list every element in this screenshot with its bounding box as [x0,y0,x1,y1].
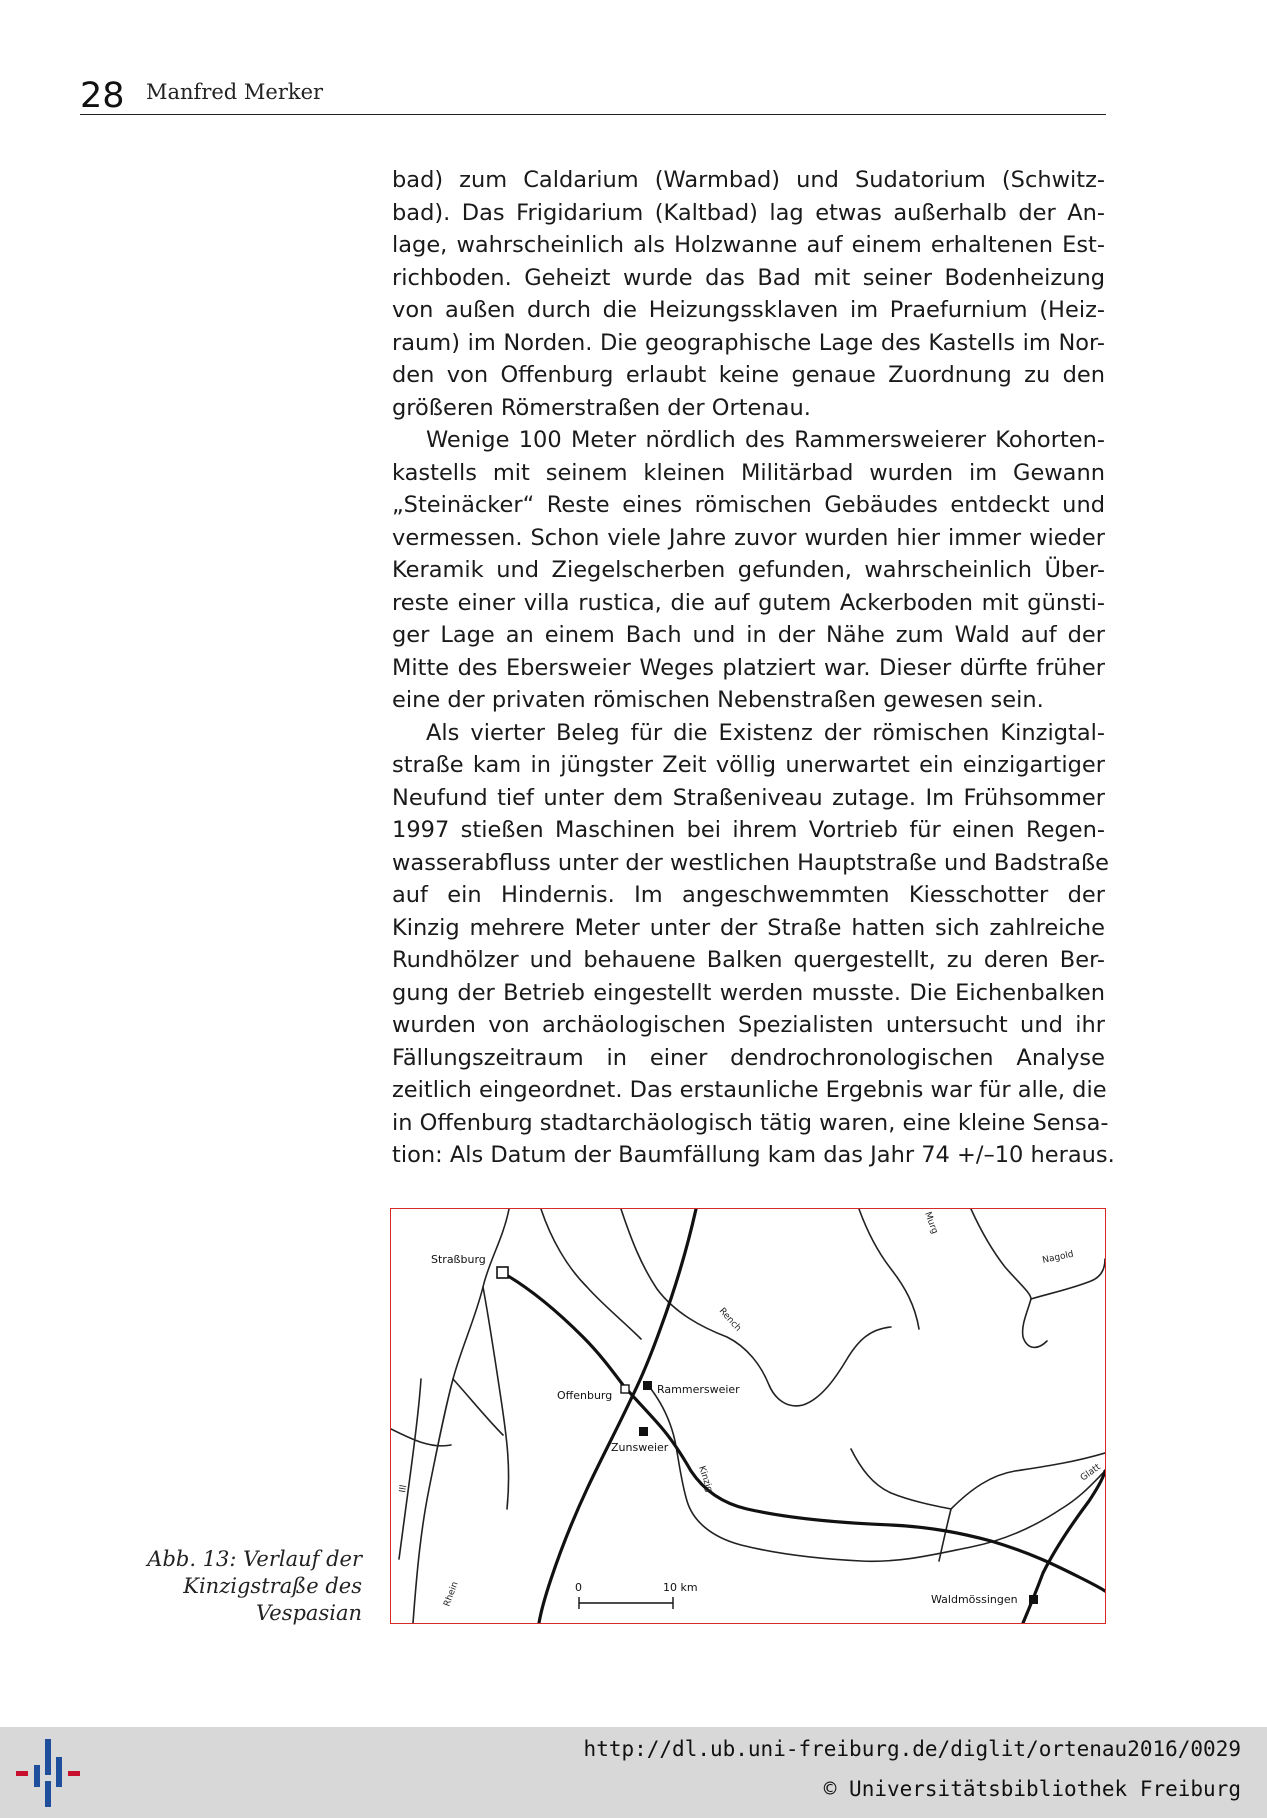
river-label-murg: Murg [922,1210,940,1236]
text-line: Als vierter Beleg für die Existenz der römischen Kinzigtal- [426,719,1105,746]
figure-caption [140,1546,362,1627]
river-murg-line [859,1209,919,1329]
text-line: gung der Betrieb eingestellt werden musste. Die Eichenbalken [392,979,1105,1006]
text-line: 1997 stießen Maschinen bei ihrem Vortrieb für einen Regen- [392,817,1105,843]
map-svg [391,1209,1105,1623]
place-label-strassburg: Straßburg [431,1253,486,1266]
place-label-rammersweier: Rammersweier [657,1383,740,1396]
text-line: bad) zum Caldarium (Warmbad) und Sudatorium (Schwitz- [392,167,1105,193]
text-line: bad). Das Frigidarium (Kaltbad) lag etwas außerhalb der An- [392,199,1105,226]
river-small-branch-2 [851,1449,951,1509]
text-line: Keramik und Ziegelscherben gefunden, wahrscheinlich Über- [392,557,1105,583]
text-line: Mitte des Ebersweier Weges platziert war. Dieser dürfte früher [392,654,1105,681]
river-label-nagold: Nagold [1041,1249,1075,1266]
text-line: auf ein Hindernis. Im angeschwemmten Kiesschotter der [392,882,1105,908]
text-line: reste einer villa rustica, die auf gutem Ackerboden mit günsti- [392,589,1105,616]
text-line: ger Lage an einem Bach und in der Nähe zum Wald auf der [392,622,1105,648]
text-line: Wenige 100 Meter nördlich des Rammersweierer Kohorten- [426,427,1105,453]
text-line: lage, wahrscheinlich als Holzwanne auf einem erhaltenen Est- [392,232,1105,258]
river-label-ill: Ill [398,1484,410,1494]
strassburg-marker [497,1267,508,1278]
river-ill-line [399,1379,421,1559]
place-label-zunsweier: Zunsweier [611,1441,669,1454]
scale-label-end: 10 km [663,1581,698,1594]
page-number: 28 [80,76,125,116]
roman-road-north-south [539,1209,696,1623]
caption-line: Kinzigstraße des [183,1574,362,1598]
text-line: eine der privaten römischen Nebenstraßen gewesen sein. [392,687,1044,713]
river-nagold-branch [1023,1299,1047,1347]
place-label-offenburg: Offenburg [557,1389,613,1402]
offenburg-marker [621,1385,629,1393]
text-line: tion: Als Datum der Baumfällung kam das Jahr 74 +/–10 heraus. [392,1142,1115,1168]
zunsweier-marker [639,1427,648,1436]
river-label-kinzig: Kinzig [696,1464,715,1494]
river-kinzig-line [651,1389,1105,1561]
river-west-branch-3 [453,1379,503,1435]
text-line: straße kam in jüngster Zeit völlig unerwartet ein einzigartiger [392,752,1105,778]
river-rench-branch [541,1209,641,1339]
caption-line: Vespasian [256,1601,362,1625]
river-label-rench: Rench [716,1306,743,1334]
text-line: von außen durch die Heizungssklaven im Praefurnium (Heiz- [392,297,1105,323]
text-line: richboden. Geheizt wurde das Bad mit seiner Bodenheizung [392,264,1105,291]
footer-copyright: © Universitätsbibliothek Freiburg [823,1777,1241,1801]
river-west-branch [483,1287,509,1509]
caption-line: Abb. 13: Verlauf der [147,1547,362,1571]
river-west-branch-2 [391,1429,451,1446]
text-line: kastells mit seinem kleinen Militärbad wurden im Gewann [392,459,1105,486]
text-line: größeren Römerstraßen der Ortenau. [392,394,811,421]
text-line: wasserabfluss unter der westlichen Hauptstraße und Badstraße [392,849,1110,876]
river-label-rhein: Rhein [442,1580,461,1609]
river-rhein-line [413,1209,509,1623]
ub-freiburg-logo-icon [16,1737,80,1809]
running-header-author: Manfred Merker [146,80,324,104]
footer-bar [0,1727,1267,1818]
text-line: zeitlich eingeordnet. Das erstaunliche Ergebnis war für alle, die [392,1077,1107,1103]
text-line: Fällungszeitraum in einer dendrochronologischen Analyse [392,1044,1105,1071]
text-line: vermessen. Schon viele Jahre zuvor wurden hier immer wieder [392,524,1105,551]
roman-road-line [503,1273,1105,1591]
text-line: Rundhölzer und behauene Balken quergestellt, zu deren Ber- [392,947,1105,973]
river-small-branch [971,1209,1031,1299]
body-text [392,164,1115,1172]
river-glatt-branch [939,1509,951,1561]
text-line: „Steinäcker“ Reste eines römischen Gebäudes entdeckt und [392,492,1105,518]
text-line: den von Offenburg erlaubt keine genaue Zuordnung zu den [392,362,1105,388]
rammersweier-marker [643,1381,652,1390]
river-rench-line [621,1209,891,1406]
map-figure [390,1208,1106,1624]
running-header [80,70,1106,115]
waldmoessingen-marker [1029,1595,1038,1604]
text-line: in Offenburg stadtarchäologisch tätig waren, eine kleine Sensa- [392,1109,1109,1136]
place-label-waldmoessingen: Waldmössingen [931,1593,1018,1606]
text-line: wurden von archäologischen Spezialisten untersucht und ihr [392,1012,1105,1038]
river-label-glatt: Glatt [1078,1462,1103,1484]
text-line: Kinzig mehrere Meter unter der Straße hatten sich zahlreiche [392,914,1105,941]
text-line: Neufund tief unter dem Straßeniveau zutage. Im Frühsommer [392,784,1105,811]
text-line: raum) im Norden. Die geographische Lage des Kastells im Nor- [392,329,1105,356]
footer-url-link[interactable]: http://dl.ub.uni-freiburg.de/diglit/ortenau2016/0029 [583,1737,1241,1761]
river-nagold-line [1031,1259,1105,1299]
scale-label-start: 0 [575,1581,582,1594]
scale-bar [579,1597,673,1609]
